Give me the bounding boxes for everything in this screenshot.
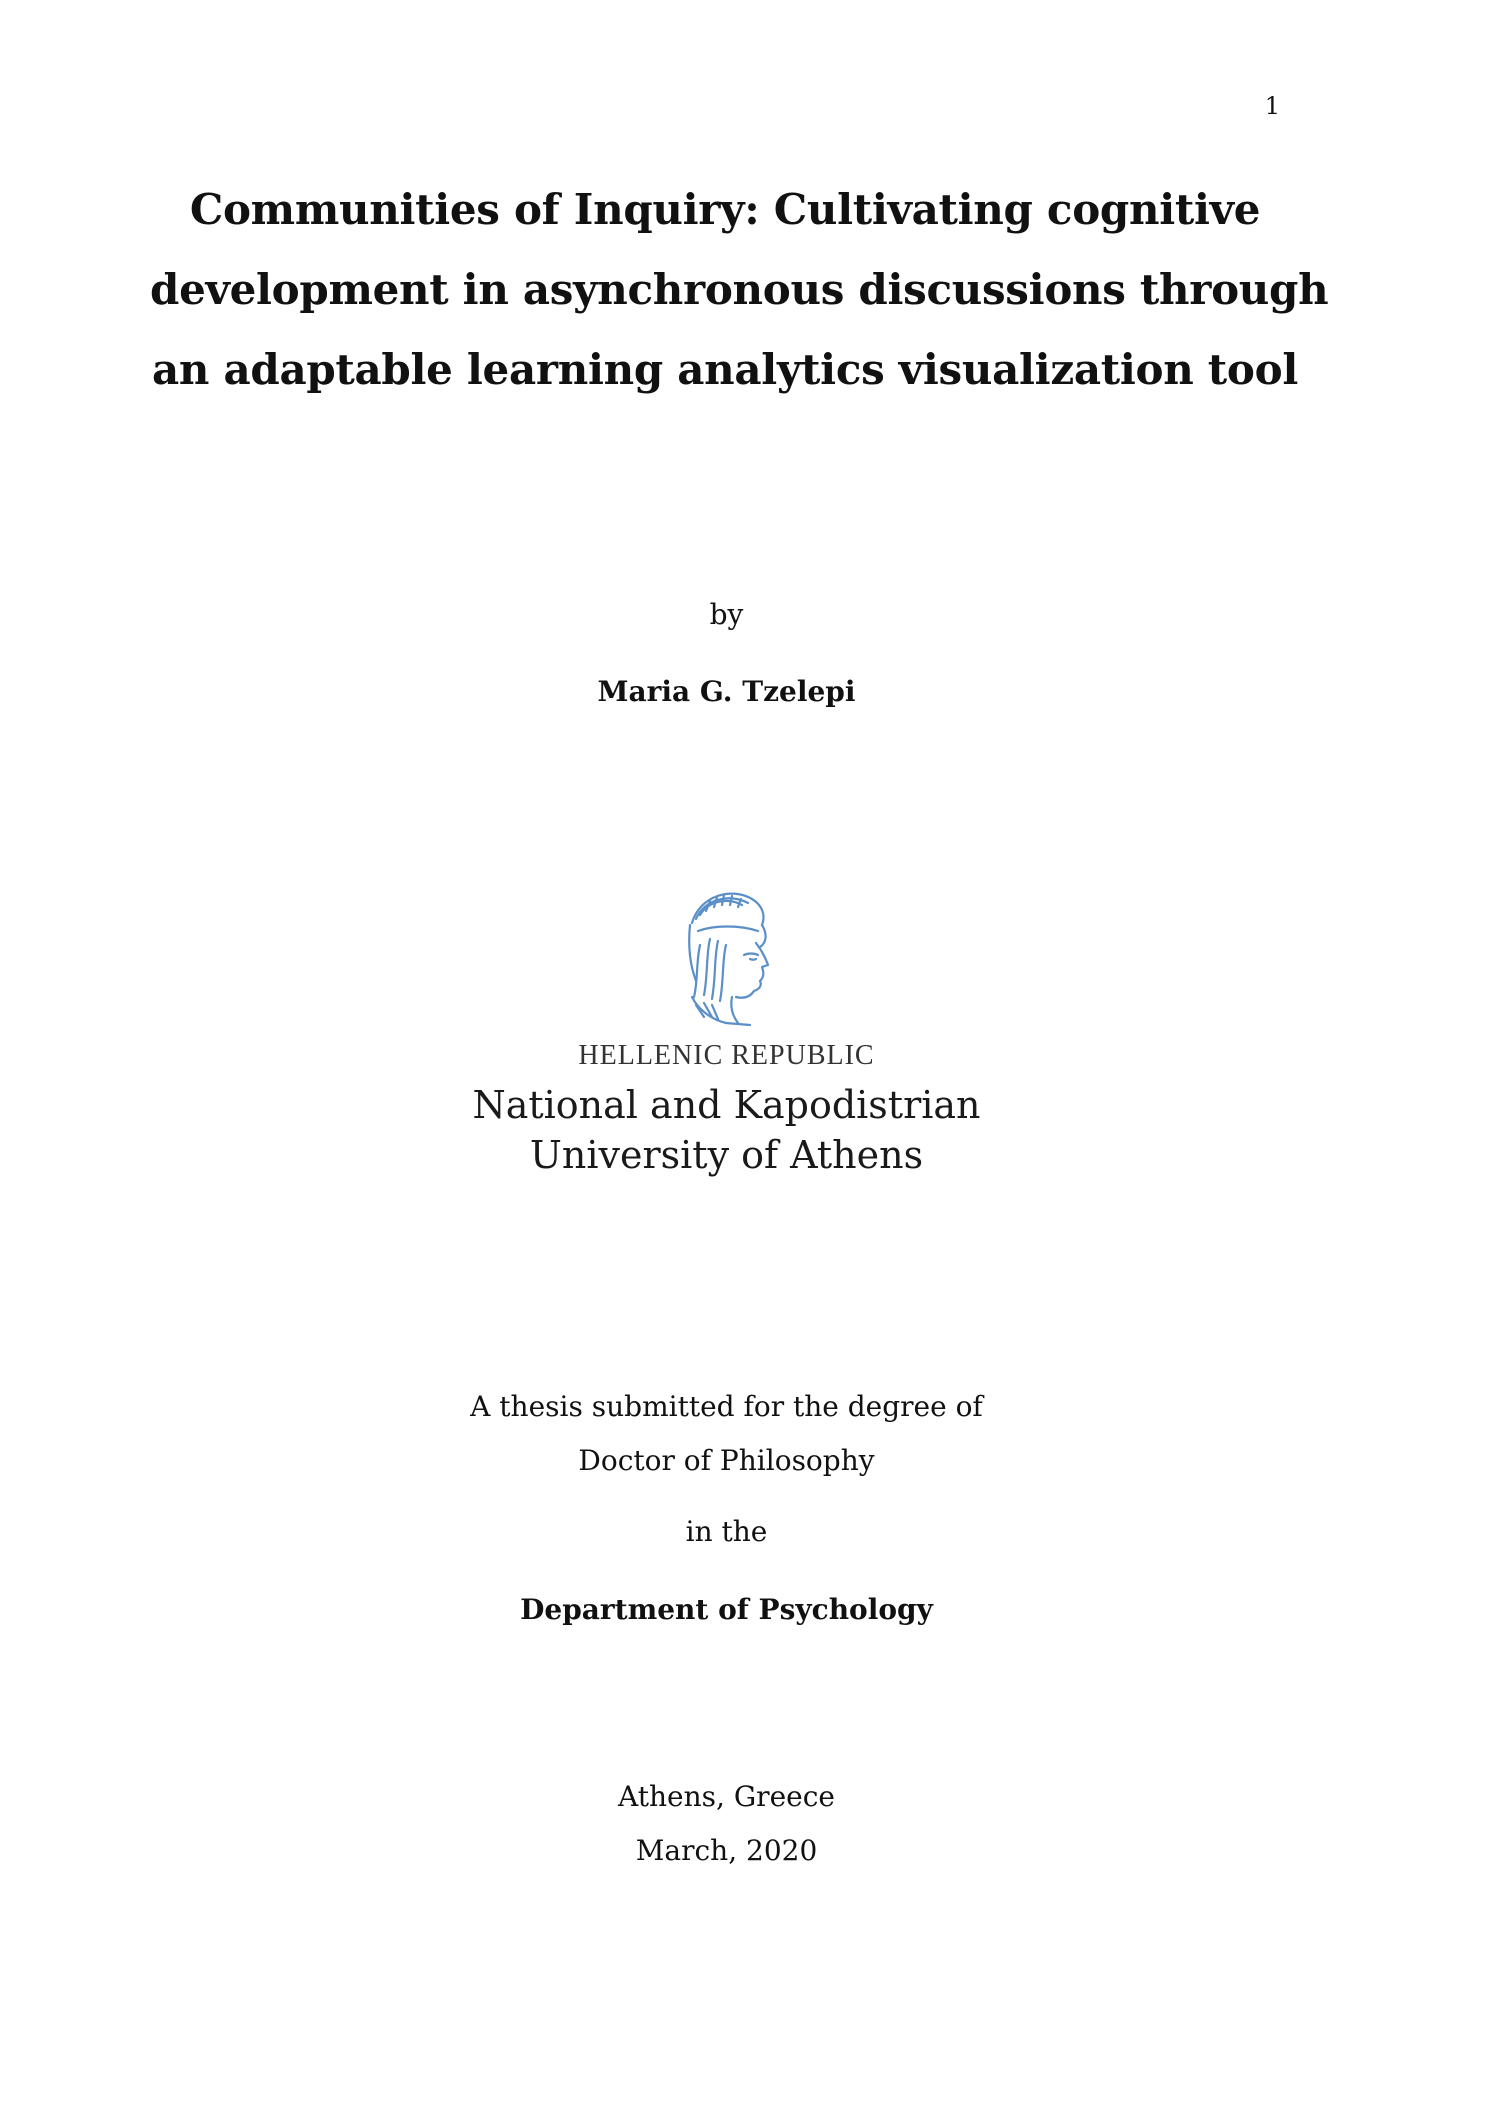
title-line: development in asynchronous discussions through — [150, 265, 1329, 314]
author-name: Maria G. Tzelepi — [597, 675, 856, 708]
page-number: 1 — [1264, 92, 1280, 120]
place-and-date — [0, 1770, 1453, 1878]
republic-label: HELLENIC REPUBLIC — [578, 1040, 875, 1071]
place: Athens, Greece — [618, 1780, 835, 1813]
by-label: by — [709, 598, 744, 631]
thesis-title — [150, 170, 1329, 410]
thesis-line: Doctor of Philosophy — [578, 1444, 875, 1477]
thesis-statement — [0, 1380, 1453, 1488]
in-the-label: in the — [685, 1515, 768, 1548]
athena-head-icon — [670, 885, 785, 1030]
date: March, 2020 — [635, 1834, 818, 1867]
university-line: University of Athens — [529, 1133, 924, 1177]
department-name: Department of Psychology — [520, 1593, 933, 1626]
university-name — [0, 1080, 1453, 1180]
university-line: National and Kapodistrian — [472, 1083, 981, 1127]
title-line: Communities of Inquiry: Cultivating cognitive — [189, 185, 1261, 234]
title-line: an adaptable learning analytics visualization tool — [151, 345, 1298, 394]
thesis-line: A thesis submitted for the degree of — [470, 1390, 983, 1423]
